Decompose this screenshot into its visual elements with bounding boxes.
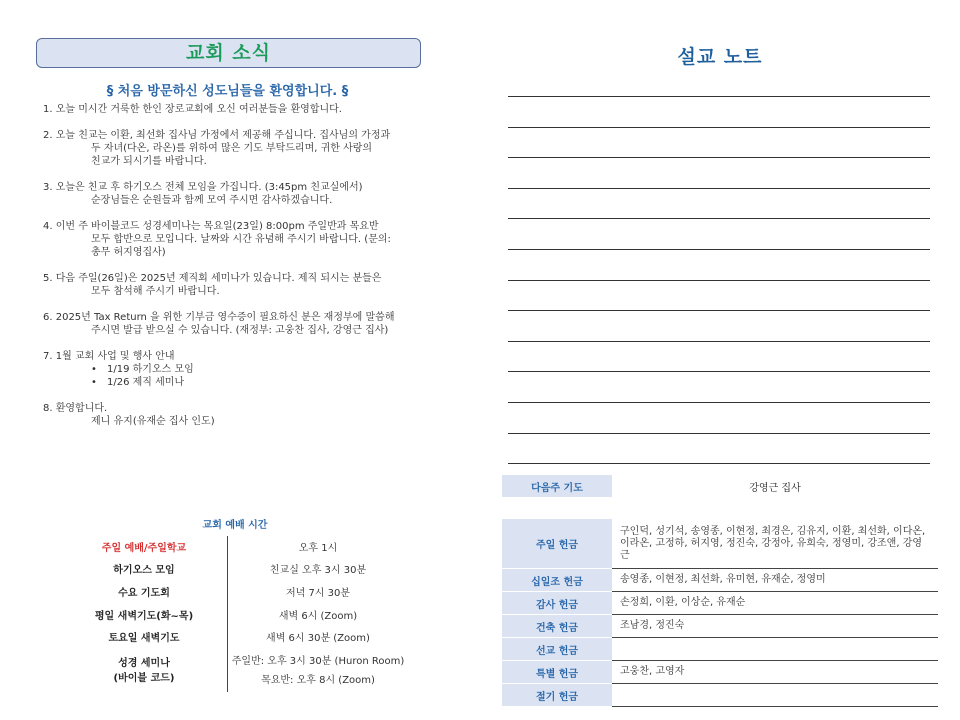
announcement-text: 3. 오늘은 친교 후 하기오스 전체 모임을 가집니다. (3:45pm 친교실에서) — [43, 182, 363, 193]
service-time — [228, 629, 408, 644]
service-time-text: 새벽 6시 (Zoom) — [278, 610, 358, 622]
announcement-item — [43, 350, 438, 389]
note-line — [508, 402, 930, 403]
note-line — [508, 249, 930, 250]
service-name: 토요일 새벽기도 — [108, 632, 180, 644]
welcome-heading: § 처음 방문하신 성도님들을 환영합니다. § — [106, 84, 349, 99]
note-line — [508, 127, 930, 128]
offering-row — [502, 519, 938, 569]
announcement-item — [43, 129, 438, 168]
offering-label: 감사 헌금 — [502, 592, 612, 615]
offering-names: 고웅찬, 고영자 — [620, 666, 685, 677]
announcement-text: 7. 1월 교회 사업 및 행사 안내 — [43, 351, 175, 362]
note-line — [508, 371, 930, 372]
sermon-notes-title: 설교 노트 — [677, 46, 763, 68]
announcement-text: 모두 합반으로 모입니다. 날짜와 시간 유념해 주시기 바랍니다. (문의: — [91, 234, 391, 245]
service-time-text: 목요반: 오후 8시 (Zoom) — [261, 675, 375, 686]
prayer-value: 강영근 집사 — [749, 482, 801, 494]
service-times-title: 교회 예배 시간 — [202, 520, 268, 531]
note-line — [508, 218, 930, 219]
service-time — [228, 584, 408, 599]
announcement-text: 순장님들은 순원들과 함께 모여 주시면 감사하겠습니다. — [91, 195, 333, 206]
event-list — [43, 363, 438, 389]
note-line — [508, 96, 930, 97]
note-line — [508, 188, 930, 189]
offering-names: 조남경, 정진숙 — [620, 620, 685, 631]
prayer-label: 다음주 기도 — [502, 475, 612, 497]
service-name: 수요 기도회 — [118, 588, 170, 599]
offering-names: 송영종, 이현정, 최선화, 유미현, 유재순, 정영미 — [620, 574, 826, 585]
note-line — [508, 433, 930, 434]
announcement-text: 두 자녀(다온, 라온)를 위하여 많은 기도 부탁드리며, 귀한 사랑의 — [91, 143, 373, 154]
announcement-item — [43, 272, 438, 298]
service-row — [60, 603, 440, 625]
offering-row — [502, 661, 938, 684]
offering-row — [502, 569, 938, 592]
announcement-item — [43, 402, 438, 428]
announcement-list — [43, 103, 438, 441]
offering-row — [502, 592, 938, 615]
service-time — [228, 561, 408, 576]
event-item: • 1/19 하기오스 모임 — [107, 363, 438, 376]
offering-label: 주일 헌금 — [502, 519, 612, 569]
announcement-text: 8. 환영합니다. — [43, 403, 108, 414]
announcement-text: 2. 오늘 친교는 이환, 최선화 집사님 가정에서 제공해 주십니다. 집사님의 가정과 — [43, 130, 391, 141]
service-row — [60, 647, 440, 691]
note-line — [508, 463, 930, 464]
service-name: 평일 새벽기도(화~목) — [94, 610, 194, 622]
announcement-text: 4. 이번 주 바이블코드 성경세미나는 목요일(23일) 8:00pm 주일반과 목요반 — [43, 221, 379, 232]
service-row — [60, 625, 440, 647]
offering-label: 특별 헌금 — [502, 661, 612, 684]
service-time — [228, 539, 408, 554]
announcement-text: 친교가 되시기를 바랍니다. — [91, 156, 207, 167]
service-time-text: 새벽 6시 30분 (Zoom) — [266, 632, 370, 644]
offering-row — [502, 684, 938, 707]
service-row — [60, 535, 440, 557]
offering-names — [612, 684, 938, 706]
offering-names: 손정희, 이환, 이상순, 유재순 — [620, 597, 746, 608]
service-name: 주일 예배/주일학교 — [101, 542, 187, 554]
announcement-text: 5. 다음 주일(26일)은 2025년 제직회 세미나가 있습니다. 제직 되시는 분들은 — [43, 273, 382, 284]
announcement-text: 총무 허지영집사) — [91, 247, 166, 258]
service-row — [60, 557, 440, 580]
service-time-text: 친교실 오후 3시 30분 — [269, 565, 367, 576]
next-week-prayer-row — [502, 475, 938, 497]
offering-table — [502, 519, 938, 707]
news-title: 교회 소식 — [36, 38, 421, 68]
service-name: 성경 세미나 (바이블 코드) — [113, 658, 175, 684]
announcement-text: 모두 참석해 주시기 바랍니다. — [91, 286, 220, 297]
announcement-item — [43, 311, 438, 337]
service-time-text: 주일반: 오후 3시 30분 (Huron Room) — [231, 656, 405, 667]
event-item: • 1/26 제직 세미나 — [107, 376, 438, 389]
announcement-text: 6. 2025년 Tax Return 을 위한 기부금 영수증이 필요하신 분은 재정부에 말씀해 — [43, 312, 395, 323]
announcement-text: 주시면 발급 받으실 수 있습니다. (재정부: 고웅찬 집사, 강영근 집사) — [91, 325, 389, 336]
announcement-item — [43, 220, 438, 259]
offering-names: 구인덕, 성기석, 송영종, 이현정, 최경은, 김유지, 이환, 최선화, 이다온, 이라온, 고정하, 허지영, 정진숙, 강정아, 유희숙, 정영미, 강조앤, 강영근 — [620, 525, 926, 561]
note-line — [508, 310, 930, 311]
announcement-item — [43, 103, 438, 116]
service-name: 하기오스 모임 — [113, 565, 175, 576]
announcement-item — [43, 181, 438, 207]
service-row — [60, 580, 440, 603]
announcement-text: 1. 오늘 미시간 거룩한 한인 장로교회에 오신 여러분들을 환영합니다. — [43, 104, 342, 115]
service-time — [228, 648, 408, 690]
note-line — [508, 157, 930, 158]
offering-label: 건축 헌금 — [502, 615, 612, 638]
service-time — [228, 607, 408, 622]
offering-label: 절기 헌금 — [502, 684, 612, 707]
offering-names — [612, 638, 938, 660]
offering-label: 십일조 헌금 — [502, 569, 612, 592]
offering-row — [502, 615, 938, 638]
offering-label: 선교 헌금 — [502, 638, 612, 661]
offering-row — [502, 638, 938, 661]
service-times-table — [60, 535, 440, 691]
note-line — [508, 280, 930, 281]
announcement-text: 제니 유지(유재순 집사 인도) — [91, 416, 215, 427]
service-time-text: 저녁 7시 30분 — [285, 588, 351, 599]
note-line — [508, 341, 930, 342]
service-time-text: 오후 1시 — [298, 542, 338, 554]
